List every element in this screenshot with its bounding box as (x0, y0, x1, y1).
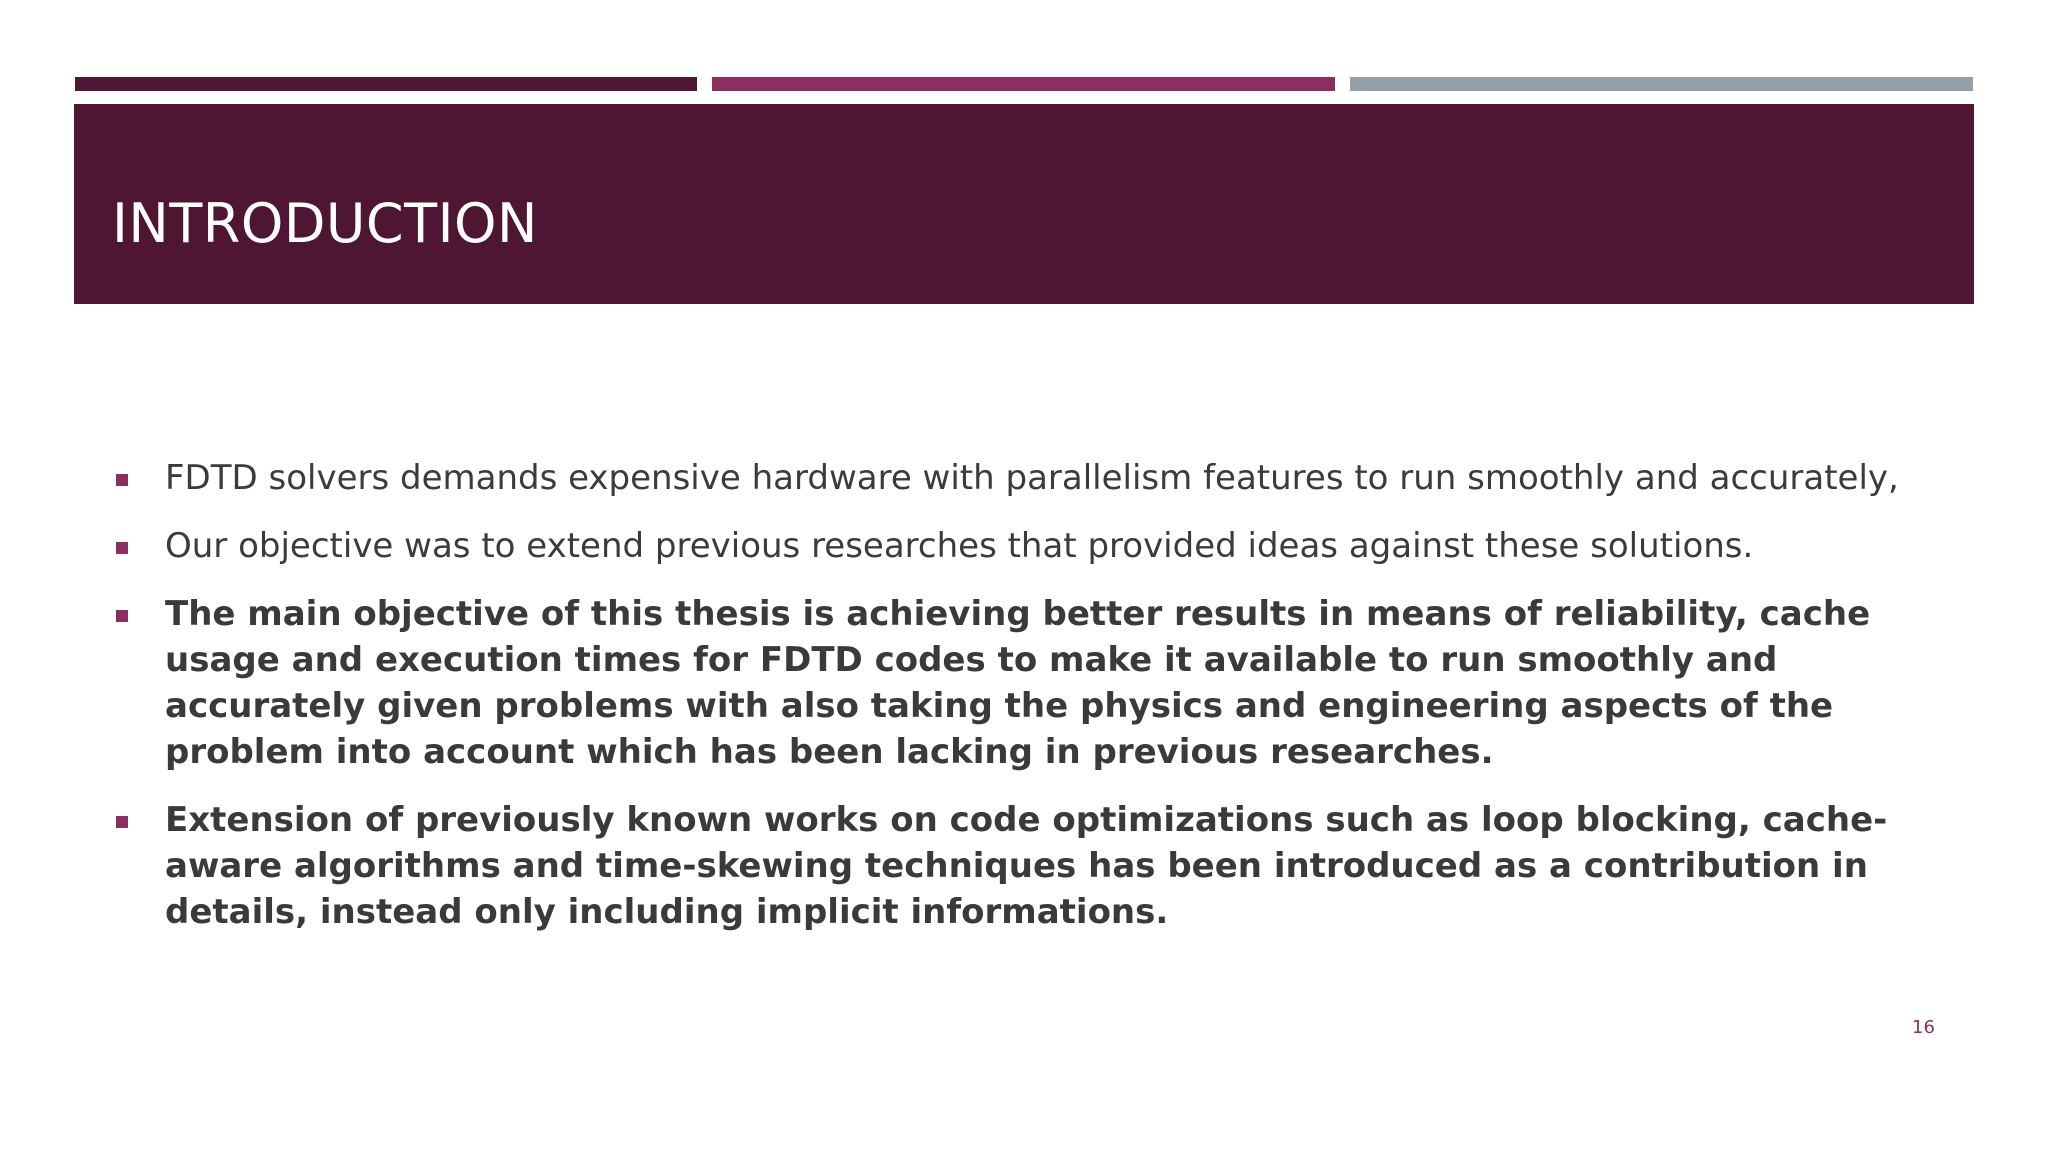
bullet-item (115, 523, 1935, 569)
accent-bar-dark (75, 77, 697, 91)
bullet-item (115, 455, 1935, 501)
slide-title: INTRODUCTION (112, 192, 538, 255)
title-band (74, 104, 1974, 304)
bullet-text: Our objective was to extend previous researches that provided ideas against these solutions. (165, 526, 1754, 566)
square-bullet-icon (116, 610, 128, 622)
square-bullet-icon (116, 816, 128, 828)
page-number: 16 (1912, 1017, 1935, 1038)
accent-bar-gray (1350, 77, 1973, 91)
bullet-text: FDTD solvers demands expensive hardware with parallelism features to run smoothly and accurately, (165, 458, 1899, 498)
accent-bar-magenta (712, 77, 1335, 91)
bullet-item (115, 797, 1935, 935)
square-bullet-icon (116, 474, 128, 486)
bullet-text: Extension of previously known works on code optimizations such as loop blocking, cache-aware algorithms and time-skewing techniques has been introduced as a contribution in details, instead only including implicit informations. (165, 800, 1888, 932)
bullet-list (115, 455, 1935, 957)
square-bullet-icon (116, 542, 128, 554)
bullet-item (115, 591, 1935, 775)
bullet-text: The main objective of this thesis is achieving better results in means of reliability, cache usage and execution times for FDTD codes to make it available to run smoothly and accurately given problems with also taking the physics and engineering aspects of the problem into account which has been lacking in previous researches. (165, 594, 1871, 772)
